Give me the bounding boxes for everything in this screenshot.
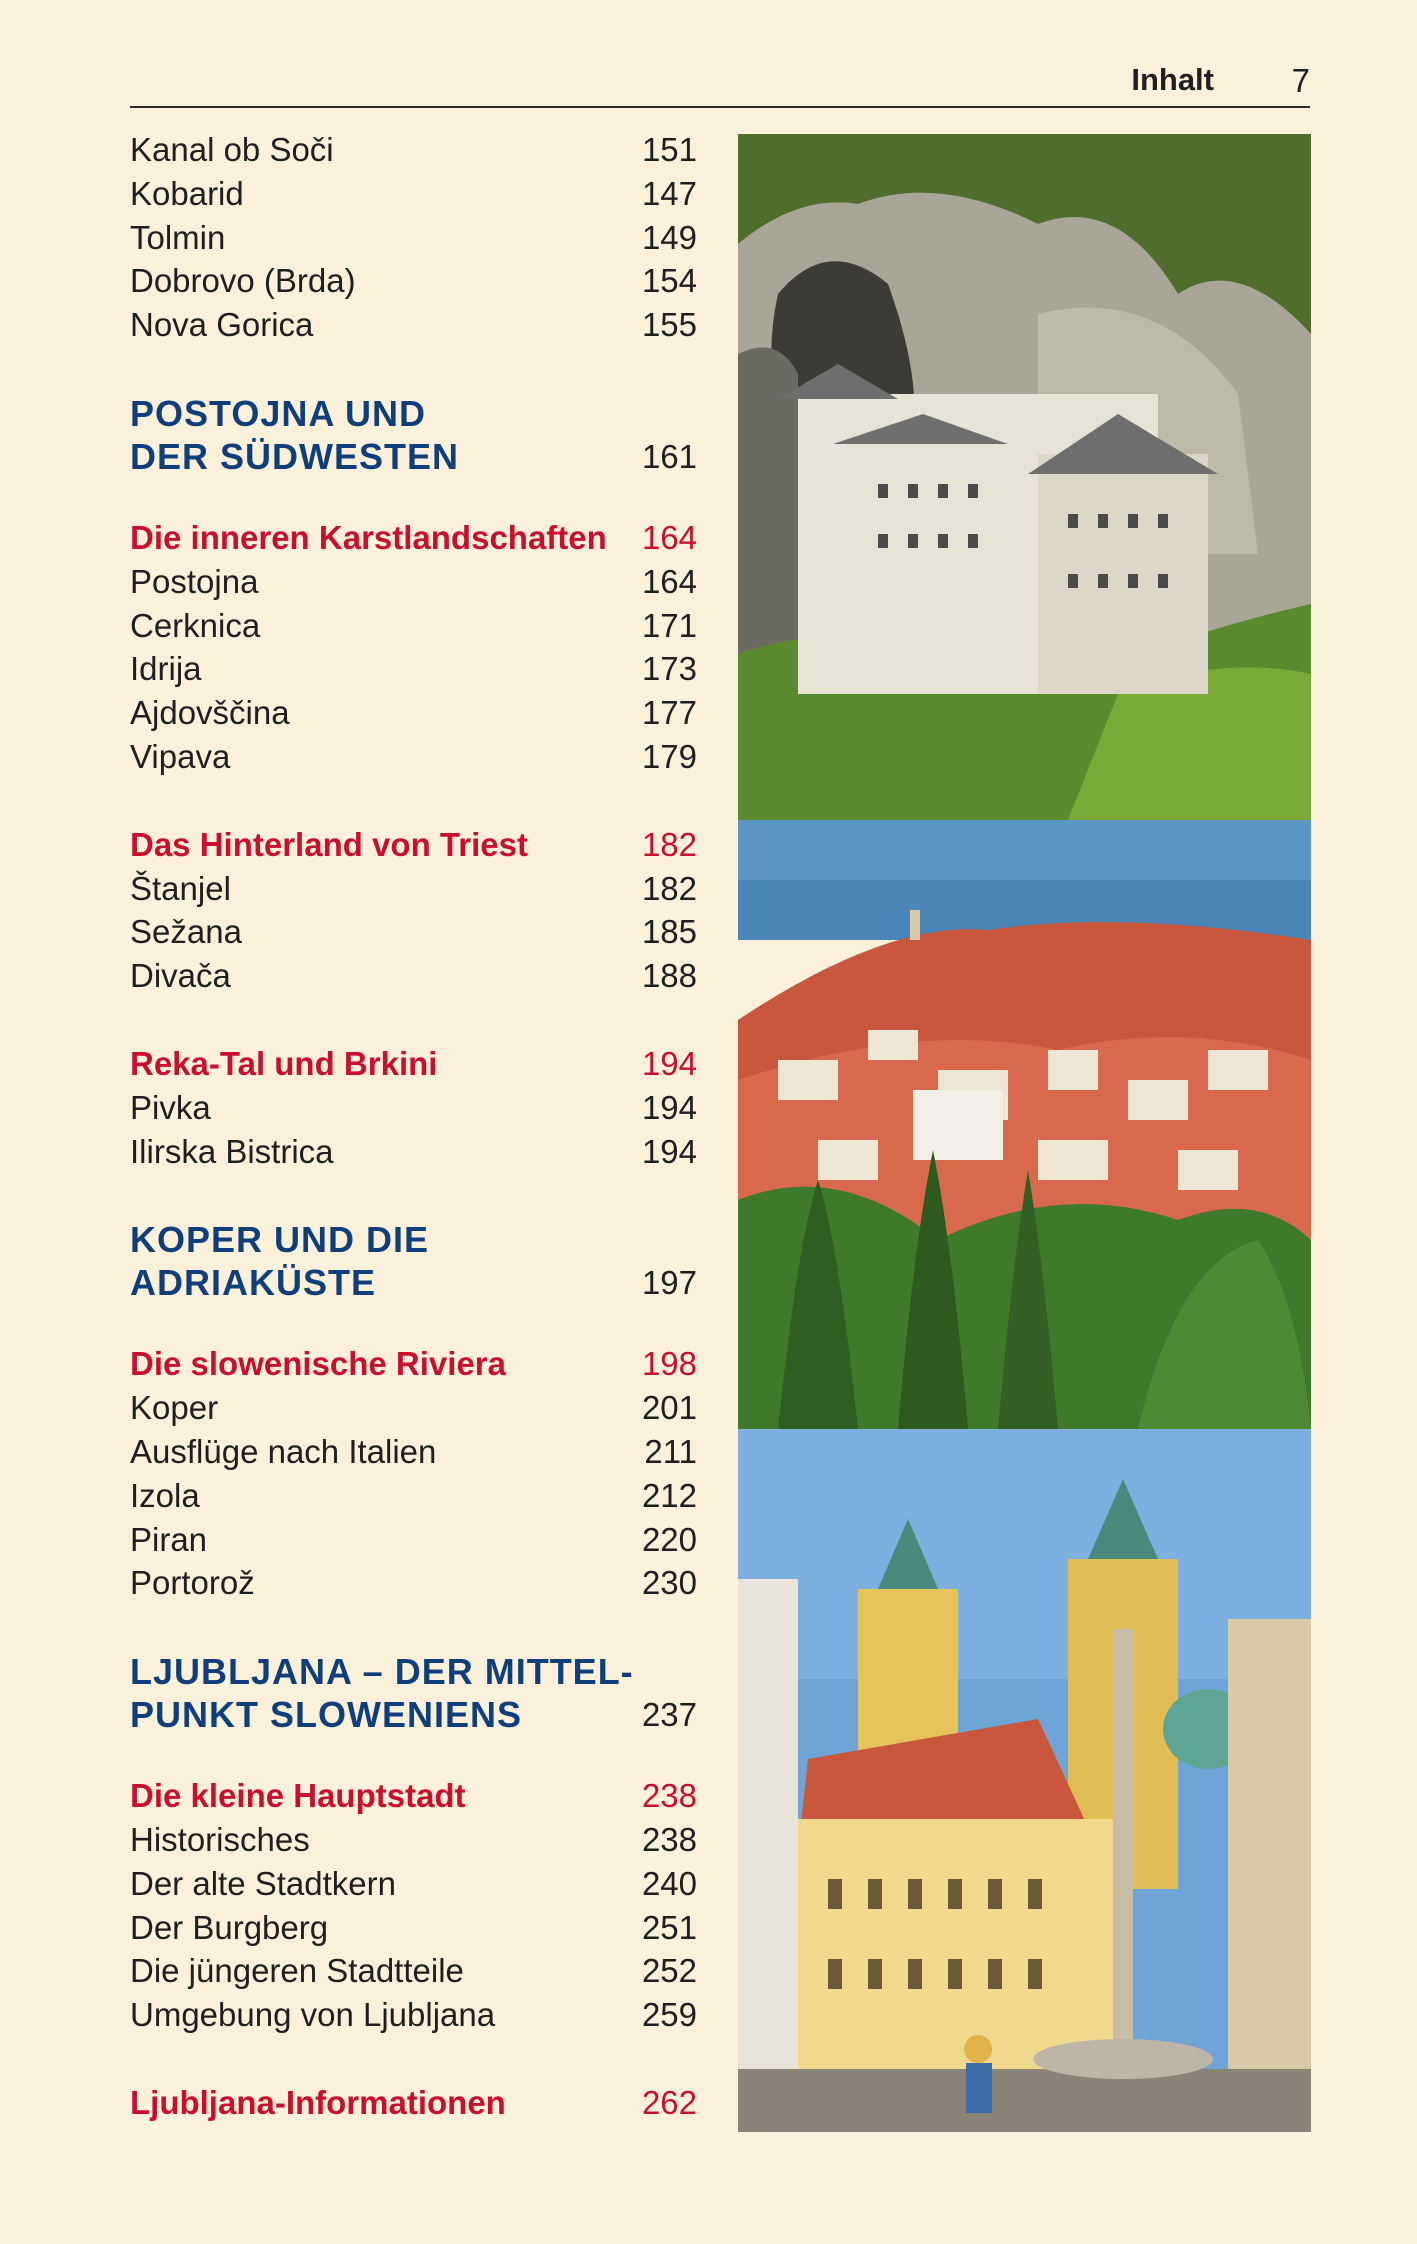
chapter-title-line1: LJUBLJANA – DER MITTEL- bbox=[130, 1651, 634, 1693]
entry-title: Ilirska Bistrica bbox=[130, 1132, 334, 1170]
chapter-heading bbox=[130, 1218, 697, 1304]
entry-title: Die jüngeren Stadtteile bbox=[130, 1952, 464, 1990]
entry-page-number: 262 bbox=[641, 2083, 697, 2121]
entry-page-number: 201 bbox=[641, 1389, 697, 1427]
entry-page-number: 238 bbox=[641, 1820, 697, 1858]
entry-page-number: 149 bbox=[641, 218, 697, 256]
toc-entry bbox=[130, 1818, 697, 1862]
toc-entry bbox=[130, 1949, 697, 1993]
subsection-title: Die inneren Karstlandschaften bbox=[130, 518, 607, 556]
entry-page-number: 185 bbox=[641, 913, 697, 951]
entry-title: Portorož bbox=[130, 1564, 255, 1602]
entry-title: Sežana bbox=[130, 913, 242, 951]
entry-page-number: 164 bbox=[641, 562, 697, 600]
entry-title: Divača bbox=[130, 957, 231, 995]
entry-title: Idrija bbox=[130, 650, 202, 688]
toc-entry bbox=[130, 691, 697, 735]
entry-title: Vipava bbox=[130, 737, 231, 775]
photo-column bbox=[738, 134, 1311, 2132]
chapter-title-line1: POSTOJNA UND bbox=[130, 392, 427, 434]
entry-page-number: 182 bbox=[641, 825, 697, 863]
toc-entry bbox=[130, 1474, 697, 1518]
toc-subsection bbox=[130, 1774, 697, 1818]
entry-title: Ajdovščina bbox=[130, 694, 290, 732]
toc-entry bbox=[130, 867, 697, 911]
entry-page-number: 251 bbox=[641, 1908, 697, 1946]
entry-title: Umgebung von Ljubljana bbox=[130, 1996, 496, 2034]
chapter-heading bbox=[130, 1650, 697, 1736]
toc-entry bbox=[130, 1386, 697, 1430]
toc-entry bbox=[130, 1086, 697, 1130]
entry-page-number: 194 bbox=[641, 1044, 697, 1082]
toc-entry bbox=[130, 560, 697, 604]
entry-title: Dobrovo (Brda) bbox=[130, 262, 356, 300]
toc-entry bbox=[130, 259, 697, 303]
page-number: 7 bbox=[1291, 62, 1310, 99]
entry-title: Der Burgberg bbox=[130, 1908, 329, 1946]
entry-title: Izola bbox=[130, 1476, 200, 1514]
entry-page-number: 238 bbox=[641, 1777, 697, 1815]
toc-subsection bbox=[130, 1342, 697, 1386]
photo-piran bbox=[738, 820, 1311, 1429]
entry-page-number: 154 bbox=[641, 262, 697, 300]
subsection-title: Die slowenische Riviera bbox=[130, 1345, 507, 1383]
toc-entry bbox=[130, 1862, 697, 1906]
entry-page-number: 151 bbox=[641, 131, 697, 168]
toc-entry bbox=[130, 172, 697, 216]
toc-entry bbox=[130, 954, 697, 998]
toc-entry bbox=[130, 1130, 697, 1174]
subsection-title: Die kleine Hauptstadt bbox=[130, 1777, 466, 1815]
entry-page-number: 198 bbox=[641, 1345, 697, 1383]
subsection-title: Reka-Tal und Brkini bbox=[130, 1044, 438, 1082]
entry-page-number: 220 bbox=[641, 1520, 697, 1558]
entry-page-number: 259 bbox=[641, 1996, 697, 2034]
entry-title: Piran bbox=[130, 1520, 208, 1558]
toc-entry bbox=[130, 303, 697, 347]
entry-title: Ausflüge nach Italien bbox=[130, 1432, 437, 1470]
entry-page-number: 173 bbox=[641, 650, 697, 688]
section-label: Inhalt bbox=[1131, 62, 1214, 97]
entry-title: Cerknica bbox=[130, 606, 261, 644]
entry-page-number: 188 bbox=[641, 957, 697, 995]
entry-page-number: 164 bbox=[641, 518, 697, 556]
entry-page-number: 147 bbox=[641, 174, 697, 212]
entry-title: Štanjel bbox=[130, 869, 231, 907]
toc-entry bbox=[130, 1993, 697, 2037]
entry-title: Nova Gorica bbox=[130, 306, 314, 344]
entry-page-number: 212 bbox=[641, 1476, 697, 1514]
entry-title: Pivka bbox=[130, 1088, 211, 1126]
entry-page-number: 230 bbox=[641, 1564, 697, 1602]
chapter-title-line2: PUNKT SLOWENIENS bbox=[130, 1694, 523, 1736]
chapter-page-number: 237 bbox=[641, 1696, 697, 1734]
toc-entry bbox=[130, 216, 697, 260]
chapter-title-line2: ADRIAKÜSTE bbox=[130, 1262, 377, 1304]
toc-entry bbox=[130, 1906, 697, 1950]
entry-page-number: 194 bbox=[641, 1088, 697, 1126]
entry-title: Historisches bbox=[130, 1820, 310, 1858]
entry-title: Postojna bbox=[130, 562, 259, 600]
toc-entry bbox=[130, 647, 697, 691]
chapter-page-number: 197 bbox=[641, 1264, 697, 1302]
entry-page-number: 155 bbox=[641, 306, 697, 344]
chapter-title-line1: KOPER UND DIE bbox=[130, 1219, 430, 1261]
entry-page-number: 179 bbox=[641, 737, 697, 775]
entry-title: Der alte Stadtkern bbox=[130, 1864, 396, 1902]
toc-entry bbox=[130, 910, 697, 954]
entry-page-number: 252 bbox=[641, 1952, 697, 1990]
subsection-title: Das Hinterland von Triest bbox=[130, 825, 528, 863]
chapter-heading bbox=[130, 392, 697, 478]
entry-page-number: 177 bbox=[641, 694, 697, 732]
table-of-contents bbox=[130, 128, 697, 2125]
entry-title: Tolmin bbox=[130, 218, 226, 256]
toc-subsection bbox=[130, 2081, 697, 2125]
entry-page-number: 211 bbox=[644, 1432, 697, 1470]
toc-entry bbox=[130, 1561, 697, 1605]
subsection-title: Ljubljana-Informationen bbox=[130, 2083, 506, 2121]
entry-page-number: 171 bbox=[641, 606, 697, 644]
toc-entry bbox=[130, 128, 697, 172]
toc-subsection bbox=[130, 823, 697, 867]
chapter-page-number: 161 bbox=[641, 437, 697, 475]
toc-entry bbox=[130, 735, 697, 779]
entry-title: Kobarid bbox=[130, 174, 244, 212]
toc-entry bbox=[130, 1518, 697, 1562]
entry-title: Kanal ob Soči bbox=[130, 131, 334, 168]
toc-subsection bbox=[130, 1042, 697, 1086]
toc-entry bbox=[130, 1430, 697, 1474]
toc-entry bbox=[130, 604, 697, 648]
toc-subsection bbox=[130, 516, 697, 560]
running-header bbox=[130, 62, 1310, 108]
chapter-title-line2: DER SÜDWESTEN bbox=[130, 435, 460, 477]
entry-page-number: 194 bbox=[641, 1132, 697, 1170]
entry-page-number: 182 bbox=[641, 869, 697, 907]
entry-page-number: 240 bbox=[641, 1864, 697, 1902]
photo-ljubljana bbox=[738, 1429, 1311, 2132]
photo-cave-castle bbox=[738, 134, 1311, 820]
entry-title: Koper bbox=[130, 1389, 219, 1427]
